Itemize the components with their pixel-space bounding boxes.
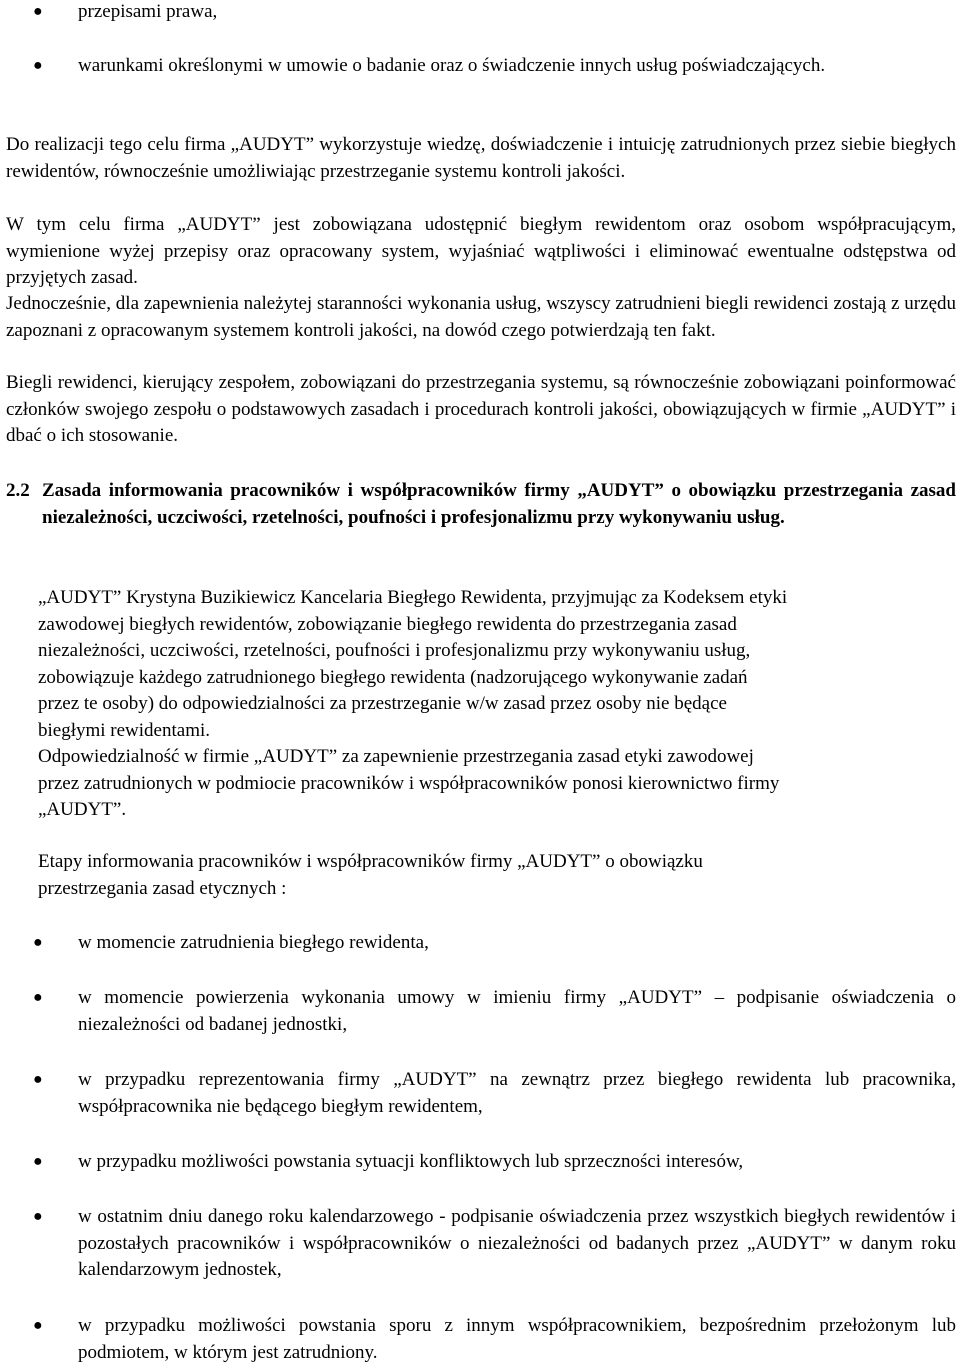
list-item-text: warunkami określonymi w umowie o badanie oraz o świadczenie innych usług poświadczających. — [78, 55, 826, 76]
text-line: Odpowiedzialność w firmie „AUDYT” za zapewnienie przestrzegania zasad etyki zawodowej — [38, 746, 754, 767]
list-item — [33, 0, 956, 26]
list-item — [33, 53, 956, 80]
text-line: zawodowej biegłych rewidentów, zobowiązanie biegłego rewidenta do przestrzegania zasad — [38, 613, 737, 635]
bullet-icon: ● — [33, 1071, 43, 1088]
section-title: Zasada informowania pracowników i współpracowników firmy „AUDYT” o obowiązku przestrzegania zasad niezależności, uczciwości, rzetelności, poufności i profesjonalizmu przy wykonywaniu usług. — [42, 480, 956, 528]
section-number: 2.2 — [6, 480, 30, 501]
list-item — [33, 985, 956, 1038]
bullet-icon: ● — [33, 3, 43, 20]
text-line: zobowiązuje każdego zatrudnionego biegłego rewidenta (nadzorującego wykonywanie zadań — [38, 666, 748, 688]
stages-intro — [38, 849, 950, 902]
list-item — [33, 1313, 956, 1366]
list-item-text: w przypadku możliwości powstania sytuacji konfliktowych lub sprzeczności interesów, — [78, 1151, 744, 1172]
list-item-text: w przypadku możliwości powstania sporu z innym współpracownikiem, bezpośrednim przełożonym lub podmiotem, w którym jest zatrudniony. — [78, 1315, 956, 1363]
text-line: biegłymi rewidentami. — [38, 719, 211, 741]
bullet-icon: ● — [33, 934, 43, 951]
list-item-text: w ostatnim dniu danego roku kalendarzowego - podpisanie oświadczenia przez wszystkich biegłych rewidentów i pozostałych pracowników i współpracowników o niezależności od badanych przez „AUDYT” w danym roku kalendarzowym jednostek, — [78, 1206, 956, 1280]
paragraph: Do realizacji tego celu firma „AUDYT” wykorzystuje wiedzę, doświadczenie i intuicję zatrudnionych przez siebie biegłych rewidentów, równocześnie umożliwiając przestrzeganie systemu kontroli jakości. — [6, 134, 956, 182]
paragraph: Biegli rewidenci, kierujący zespołem, zobowiązani do przestrzegania systemu, są równocześnie zobowiązani poinformować członków swojego zespołu o podstawowych zasadach i procedurach kontroli jakości, obowiązujących w firmie „AUDYT” i dbać o ich stosowanie. — [6, 372, 956, 446]
bullet-icon: ● — [33, 989, 43, 1006]
text-line: przestrzegania zasad etycznych : — [38, 877, 287, 899]
list-item — [33, 930, 956, 957]
bullet-icon: ● — [33, 1317, 43, 1334]
list-item-text: przepisami prawa, — [78, 1, 218, 22]
bullet-icon: ● — [33, 1153, 43, 1170]
paragraph: Jednocześnie, dla zapewnienia należytej staranności wykonania usług, wszyscy zatrudnieni biegli rewidenci zostają z urzędu zapoznani z opracowanym systemem kontroli jakości, na dowód czego potwierdzają ten fakt. — [6, 293, 956, 341]
list-item — [33, 1067, 956, 1120]
list-item-text: w momencie powierzenia wykonania umowy w imieniu firmy „AUDYT” – podpisanie oświadczenia o niezależności od badanej jednostki, — [78, 987, 956, 1035]
list-item — [33, 1204, 956, 1284]
policy-text-block — [38, 585, 950, 824]
text-line: przez zatrudnionych w podmiocie pracowników i współpracowników ponosi kierownictwo firmy — [38, 772, 780, 794]
text-line: przez te osoby) do odpowiedzialności za przestrzeganie w/w zasad przez osoby nie będące — [38, 693, 727, 714]
text-line: Etapy informowania pracowników i współpracowników firmy „AUDYT” o obowiązku — [38, 851, 703, 872]
text-line: „AUDYT” Krystyna Buzikiewicz Kancelaria Biegłego Rewidenta, przyjmując za Kodeksem etyki — [38, 587, 788, 608]
list-item — [33, 1149, 956, 1176]
bullet-icon: ● — [33, 57, 43, 74]
paragraph: W tym celu firma „AUDYT” jest zobowiązana udostępnić biegłym rewidentom oraz osobom współpracującym, wymienione wyżej przepisy oraz opracowany system, wyjaśniać wątpliwości i eliminować ewentualne odstępstwa od przyjętych zasad. — [6, 214, 956, 288]
list-item-text: w momencie zatrudnienia biegłego rewidenta, — [78, 932, 429, 953]
list-item-text: w przypadku reprezentowania firmy „AUDYT” na zewnątrz przez biegłego rewidenta lub pracownika, współpracownika nie będącego biegłym rewidentem, — [78, 1069, 956, 1117]
section-heading — [6, 478, 956, 531]
bullet-icon: ● — [33, 1208, 43, 1225]
text-line: niezależności, uczciwości, rzetelności, poufności i profesjonalizmu przy wykonywaniu usług, — [38, 640, 751, 661]
text-line: „AUDYT”. — [38, 799, 127, 820]
